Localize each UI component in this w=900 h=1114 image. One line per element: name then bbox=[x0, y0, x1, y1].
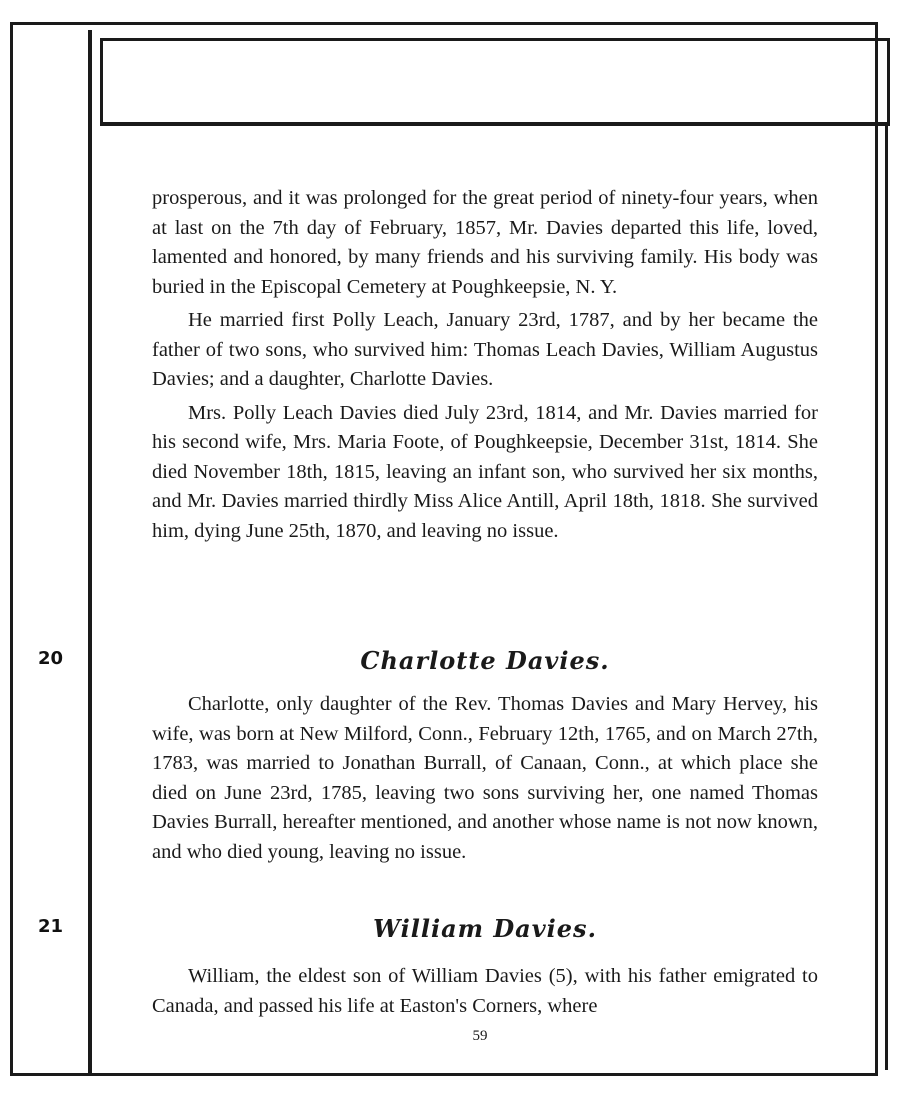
section-text bbox=[152, 962, 818, 1021]
paragraph: Charlotte, only daughter of the Rev. Thomas Davies and Mary Hervey, his wife, was born at New Milford, Conn., February 12th, 1765, and on March 27th, 1783, was married to Jonathan Burrall, of Canaan, Conn., at which place she died on June 23rd, 1785, leaving two sons surviving her, one named Thomas Davies Burrall, hereafter mentioned, and another whose name is not now known, and who died young, leaving no issue. bbox=[152, 693, 818, 863]
section-number: 21 bbox=[38, 916, 64, 937]
paragraph: William, the eldest son of William Davies (5), with his father emigrated to Canada, and passed his life at Easton's Corners, where bbox=[152, 965, 818, 1017]
section-heading: Charlotte Davies. bbox=[360, 646, 610, 675]
section-heading: William Davies. bbox=[373, 914, 597, 943]
paragraph: Mrs. Polly Leach Davies died July 23rd, 1814, and Mr. Davies married for his second wife, Mrs. Maria Foote, of Poughkeepsie, December 31st, 1814. She died November 18th, 1815, leaving an infant son, who survived her six months, and Mr. Davies married thirdly Miss Alice Antill, April 18th, 1818. She survived him, dying June 25th, 1870, and leaving no issue. bbox=[152, 401, 818, 542]
section-text bbox=[152, 690, 818, 867]
header-band bbox=[100, 38, 890, 126]
page-number: 59 bbox=[472, 1028, 488, 1044]
section-number: 20 bbox=[38, 648, 64, 669]
margin-rule bbox=[88, 30, 92, 1074]
intro-text bbox=[152, 184, 818, 546]
paragraph: He married first Polly Leach, January 23rd, 1787, and by her became the father of two sons, who survived him: Thomas Leach Davies, William Augustus Davies; and a daughter, Charlotte Davies. bbox=[152, 309, 818, 390]
paragraph: prosperous, and it was prolonged for the great period of ninety-four years, when at last on the 7th day of February, 1857, Mr. Davies departed this life, loved, lamented and honored, by many friends and his surviving family. His body was buried in the Episcopal Cemetery at Poughkeepsie, N. Y. bbox=[152, 187, 818, 298]
